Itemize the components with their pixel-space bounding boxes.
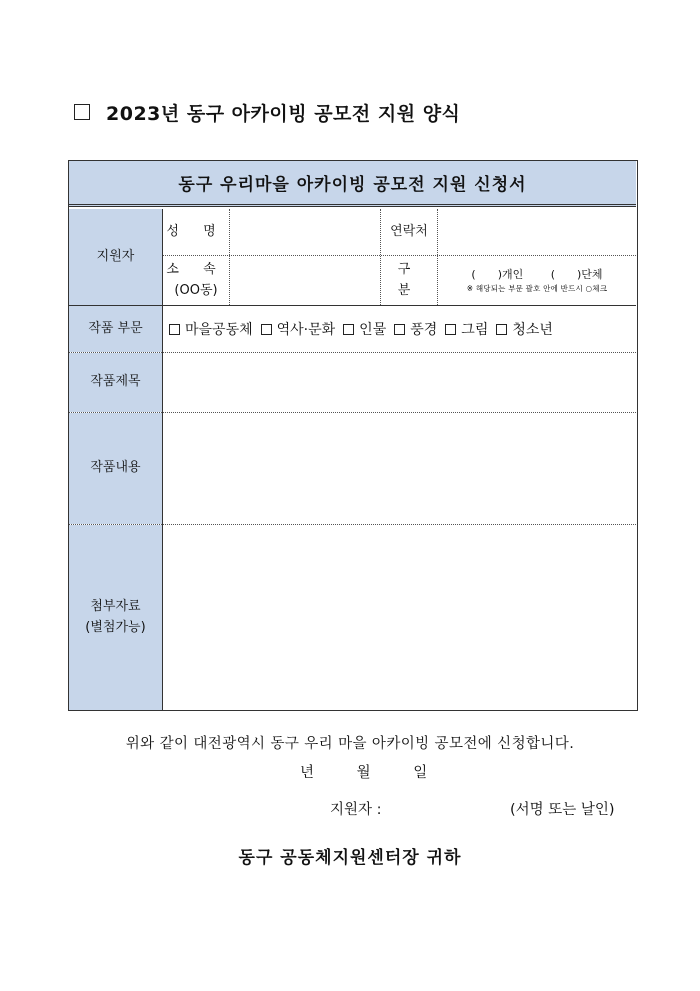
- work-content-input[interactable]: [163, 413, 636, 524]
- divider: [162, 209, 163, 710]
- signature-note: (서명 또는 날인): [510, 802, 615, 818]
- name-label-cell: [163, 209, 229, 255]
- category-label-cell: [69, 306, 162, 352]
- checkbox-icon[interactable]: [343, 324, 354, 335]
- work-content-label-cell: [69, 413, 162, 524]
- contact-label: 연락처: [390, 223, 428, 239]
- divider: [229, 209, 230, 305]
- checkbox-icon[interactable]: [445, 324, 456, 335]
- date-day: 일: [413, 765, 428, 781]
- affiliation-input[interactable]: [230, 256, 380, 305]
- divider: [380, 209, 381, 305]
- signature-label: 지원자 :: [330, 802, 382, 818]
- category-option-label: 인물: [359, 322, 387, 338]
- work-title-label-cell: [69, 353, 162, 412]
- divider: [69, 524, 636, 525]
- applicant-label: 지원자: [96, 248, 135, 264]
- date-month: 월: [356, 765, 371, 781]
- divider: [69, 352, 636, 353]
- document-heading: [74, 97, 460, 127]
- checkbox-icon[interactable]: [496, 324, 507, 335]
- category-option-label: 그림: [461, 322, 489, 338]
- closing-addressee: 동구 공동체지원센터장 귀하: [238, 848, 462, 868]
- category-option[interactable]: [394, 319, 437, 339]
- date-year: 년: [300, 765, 315, 781]
- category-option[interactable]: [445, 319, 488, 339]
- name-input[interactable]: [230, 209, 380, 255]
- category-option[interactable]: [343, 319, 386, 339]
- affiliation-label: 소 속: [166, 262, 226, 278]
- divider: [69, 305, 636, 306]
- category-option-label: 역사·문화: [276, 322, 336, 338]
- type-label-cell: [381, 256, 437, 305]
- type-options[interactable]: ( )개인 ( )단체: [471, 267, 603, 281]
- work-title-input[interactable]: [163, 353, 636, 412]
- divider: [69, 412, 636, 413]
- category-option-label: 풍경: [410, 322, 438, 338]
- checkbox-icon[interactable]: [169, 324, 180, 335]
- attachments-input[interactable]: [163, 525, 636, 710]
- contact-input[interactable]: [438, 209, 636, 255]
- work-content-label: 작품내용: [90, 460, 141, 476]
- type-cell: [438, 256, 636, 305]
- heading-checkbox[interactable]: [74, 104, 90, 120]
- divider: [437, 209, 438, 305]
- divider: [163, 255, 636, 256]
- declaration-text: 위와 같이 대전광역시 동구 우리 마을 아카이빙 공모전에 신청합니다.: [125, 736, 575, 752]
- category-option-label: 마을공동체: [185, 322, 253, 338]
- applicant-label-cell: [69, 209, 162, 305]
- affiliation-label-cell: [163, 256, 229, 305]
- type-note: ※ 해당되는 부문 괄호 안에 반드시 ○체크: [466, 284, 608, 294]
- category-option-label: 청소년: [512, 322, 553, 338]
- application-form: [68, 160, 638, 711]
- checkbox-icon[interactable]: [394, 324, 405, 335]
- contact-label-cell: [381, 209, 437, 255]
- attachments-label: 첨부자료: [90, 599, 141, 615]
- category-label: 작품 부문: [88, 320, 143, 336]
- attachments-label-cell: [69, 525, 162, 710]
- type-label: 구 분: [397, 262, 421, 298]
- date-line: [300, 761, 465, 782]
- work-title-label: 작품제목: [90, 374, 141, 390]
- category-option[interactable]: [496, 319, 553, 339]
- document-title: 2023년 동구 아카이빙 공모전 지원 양식: [106, 102, 461, 125]
- name-label: 성 명: [166, 223, 226, 239]
- attachments-sublabel: (별첨가능): [85, 619, 146, 635]
- form-title: 동구 우리마을 아카이빙 공모전 지원 신청서: [69, 161, 636, 207]
- category-option[interactable]: [169, 319, 253, 339]
- checkbox-icon[interactable]: [261, 324, 272, 335]
- affiliation-sublabel: (OO동): [174, 282, 218, 298]
- category-option[interactable]: [261, 319, 336, 339]
- category-options: [163, 306, 636, 352]
